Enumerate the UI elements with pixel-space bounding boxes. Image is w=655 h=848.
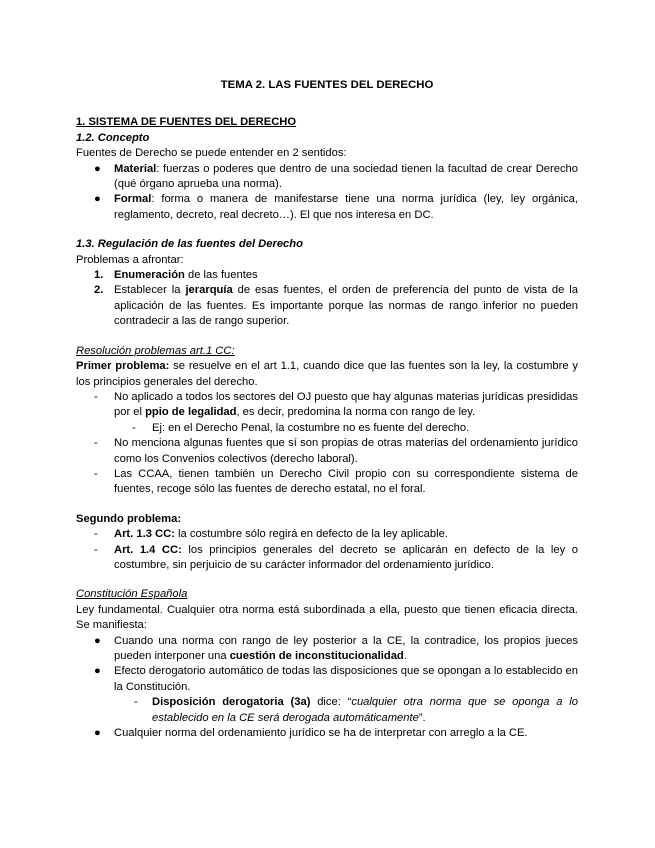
list-text: Cualquier norma del ordenamiento jurídico se ha de interpretar con arreglo a la CE. <box>114 727 528 740</box>
dash-marker: - <box>94 543 98 556</box>
document-title: TEMA 2. LAS FUENTES DEL DERECHO <box>220 79 434 91</box>
bold-term: Primer problema: <box>76 360 170 373</box>
subheading-constitucion: Constitución Española <box>76 588 188 601</box>
dash-marker: - <box>132 421 136 434</box>
document-page <box>76 78 578 741</box>
bullet-list <box>76 634 578 742</box>
list-item <box>76 162 578 193</box>
bullet-marker: ● <box>94 665 101 678</box>
paragraph <box>76 512 578 527</box>
number-marker: 2. <box>94 284 104 297</box>
bullet-marker: ● <box>94 727 101 740</box>
paragraph <box>76 359 578 390</box>
list-text: . <box>403 650 407 662</box>
dash-list <box>76 527 578 573</box>
bullet-marker: ● <box>94 193 101 206</box>
list-text: : fuerzas o poderes que dentro de una sociedad tienen la facultad de crear Derecho (qué órgano aprueba una norma). <box>114 162 578 191</box>
list-text: Efecto derogatorio automático de todas las disposiciones que se opongan a lo establecido en la Constitución. <box>114 665 578 693</box>
subsection-heading-regulacion: 1.3. Regulación de las fuentes del Derecho <box>76 238 303 251</box>
list-item <box>76 192 578 223</box>
paragraph-text: se resuelve en el art 1.1, cuando dice que las fuentes son la ley, la costumbre y los principios generales del derecho. <box>76 360 578 388</box>
bullet-list <box>76 162 578 224</box>
list-item <box>76 436 578 467</box>
sub-list-item <box>76 695 578 726</box>
dash-list <box>76 390 578 498</box>
bold-term: Art. 1.4 CC: <box>114 543 182 556</box>
list-item <box>76 543 578 574</box>
list-text: : forma o manera de manifestarse tiene una norma jurídica (ley, ley orgánica, reglamento, decreto, real decreto…). El que nos interesa en DC. <box>114 193 578 221</box>
bullet-marker: ● <box>94 162 101 175</box>
bold-term: cuestión de inconstitucionalidad <box>229 650 404 662</box>
list-item <box>76 268 578 283</box>
bold-term: Disposición derogatoria (3a) <box>152 696 311 709</box>
bold-term: jerarquía <box>185 284 233 297</box>
bold-term: Formal <box>114 193 152 206</box>
list-item <box>76 634 578 665</box>
subsection-heading-concepto: 1.2. Concepto <box>76 131 150 144</box>
paragraph: Problemas a afrontar: <box>76 253 184 266</box>
bold-term: Material <box>114 162 157 175</box>
list-text: Ej: en el Derecho Penal, la costumbre no es fuente del derecho. <box>152 421 470 434</box>
list-item <box>76 664 578 695</box>
list-item <box>76 726 578 741</box>
dash-marker: - <box>94 437 98 450</box>
sub-list-item <box>76 421 578 436</box>
italic-quote: cualquier otra norma que se oponga a lo establecido en la CE será derogada automáticamente <box>152 696 579 724</box>
numbered-list <box>76 268 578 330</box>
paragraph: Fuentes de Derecho se puede entender en 2 sentidos: <box>76 147 347 160</box>
bullet-marker: ● <box>94 634 101 647</box>
list-text: , es decir, predomina la norma con rango de ley. <box>236 406 476 419</box>
paragraph: Ley fundamental. Cualquier otra norma está subordinada a ella, puesto que tienen eficacia directa. Se manifiesta: <box>76 603 578 632</box>
list-text: de las fuentes <box>184 269 258 282</box>
list-item <box>76 467 578 498</box>
section-heading: 1. SISTEMA DE FUENTES DEL DERECHO <box>76 116 297 129</box>
list-text: ”. <box>418 711 426 724</box>
list-text: de esas fuentes, el orden de preferencia del punto de vista de la aplicación de las fuentes. Es importante porque las normas de rango inferior no pueden contradecir a las de rango superior. <box>114 284 578 328</box>
list-text: No menciona algunas fuentes que sí son propias de otras materias del ordenamiento jurídico como los Convenios colectivos (derecho laboral). <box>114 437 578 465</box>
list-text: Cuando una norma con rango de ley posterior a la CE, la contradice, los propios jueces pueden interponer una <box>114 634 578 662</box>
list-text: la costumbre sólo regirá en defecto de la ley aplicable. <box>174 528 448 541</box>
list-item <box>76 283 578 329</box>
list-text: Las CCAA, tienen también un Derecho Civil propio con su correspondiente sistema de fuentes, recoge sólo las fuentes de derecho estatal, no el foral. <box>114 467 578 496</box>
bold-term: Enumeración <box>114 269 185 282</box>
list-text: Establecer la <box>114 284 186 297</box>
bold-term: Art. 1.3 CC: <box>114 528 175 541</box>
list-text: No aplicado a todos los sectores del OJ puesto que hay algunas materias jurídicas presididas por el <box>114 390 578 419</box>
bold-term: Segundo problema: <box>76 512 182 525</box>
dash-marker: - <box>94 390 98 403</box>
dash-marker: - <box>94 528 98 541</box>
number-marker: 1. <box>94 269 104 282</box>
dash-marker: - <box>94 467 98 480</box>
list-text: dice: “ <box>310 696 352 709</box>
bold-term: ppio de legalidad <box>145 406 237 419</box>
subheading-resolucion: Resolución problemas art.1 CC: <box>76 344 235 357</box>
list-item <box>76 527 578 542</box>
dash-marker: - <box>134 696 138 709</box>
list-item <box>76 390 578 421</box>
list-text: los principios generales del decreto se aplicarán en defecto de la ley o costumbre, sin perjuicio de su carácter informador del ordenamiento jurídico. <box>114 543 578 571</box>
